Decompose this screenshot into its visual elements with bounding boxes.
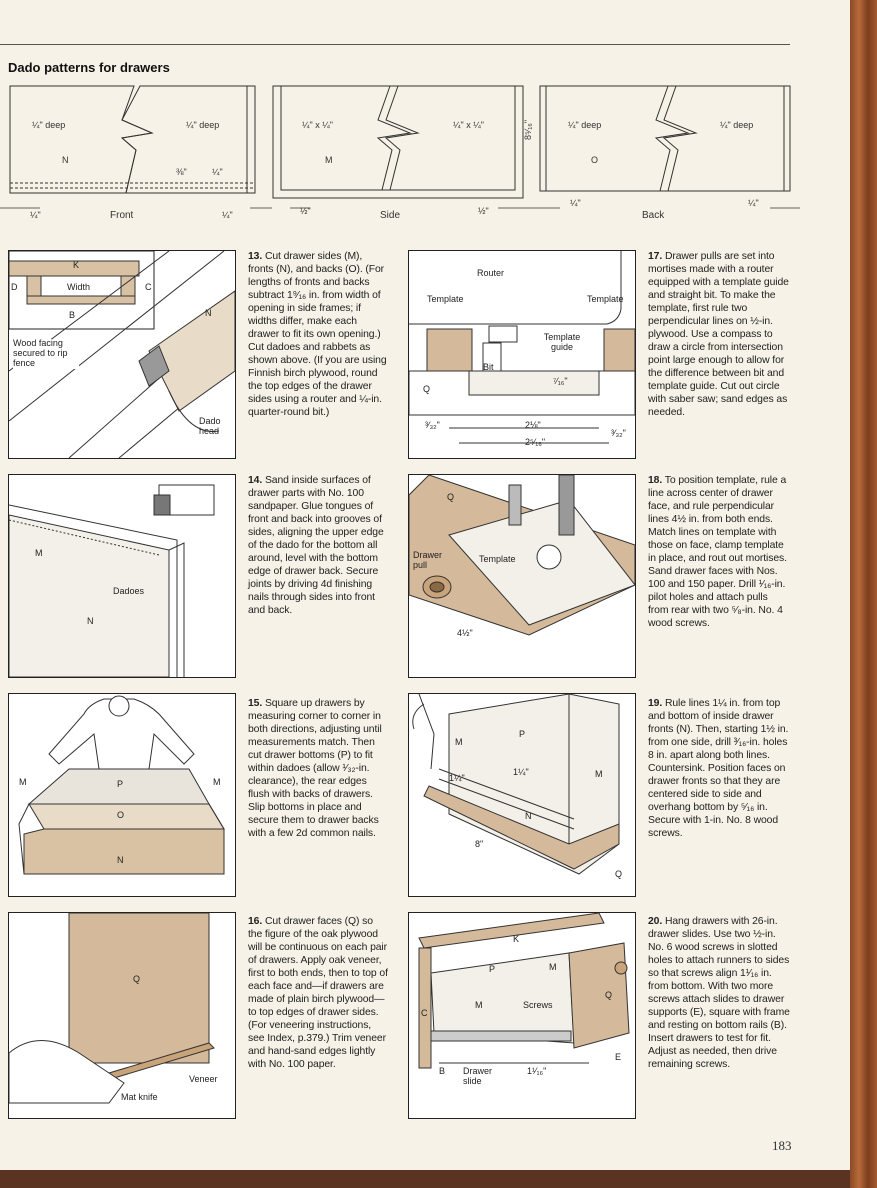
dado-patterns-diagram (0, 78, 850, 226)
front-panel-label: N (62, 155, 69, 165)
figure-14 (8, 474, 236, 678)
step-13-number: 13. (248, 251, 263, 262)
front-dim-a: ⅜" (176, 167, 187, 177)
step-20 (648, 915, 790, 1071)
step-14 (248, 474, 388, 617)
back-bottom-right: ¼" (748, 198, 759, 208)
figure-19 (408, 693, 636, 897)
fig13-dado-head: Dado head (199, 416, 221, 436)
fig19-p: P (519, 729, 526, 739)
step-15 (248, 697, 388, 840)
figure-13 (8, 250, 236, 459)
fig15-o: O (117, 810, 125, 820)
figure-16 (8, 912, 236, 1119)
fig13-wood-facing: Wood facing secured to rip fence (13, 339, 79, 369)
bottom-edge (0, 1170, 850, 1188)
figure-20 (408, 912, 636, 1119)
fig16-q: Q (133, 974, 141, 984)
fig20-p: P (489, 964, 496, 974)
front-bottom-left: ¼" (30, 210, 41, 220)
section-title: Dado patterns for drawers (8, 60, 170, 75)
fig13-width: Width (67, 282, 91, 292)
side-panel-label: M (325, 155, 333, 165)
step-16 (248, 915, 388, 1071)
front-dim-b: ¼" (212, 167, 223, 177)
fig16-mat-knife: Mat knife (121, 1092, 158, 1102)
fig14-n: N (87, 616, 94, 626)
fig15-n: N (117, 855, 124, 865)
step-18-text: To position template, rule a line across center of drawer face, and rule perpendicular lines 4½ in. from both ends. Match lines on template with those on face, clamp template in place, and rout out mortises. Sand drawer faces with Nos. 100 and 150 paper. Drill ¹⁄₁₆-in. pilot holes and attach pulls from rear with two ⁵⁄₈-in. No. 4 wood screws. (648, 475, 787, 629)
back-panel-label: O (591, 155, 599, 165)
step-16-number: 16. (248, 916, 263, 927)
fig13-b: B (69, 310, 76, 320)
fig18-template: Template (479, 554, 516, 564)
fig17-router: Router (477, 268, 505, 278)
step-19 (648, 697, 790, 840)
fig13-n: N (205, 308, 212, 318)
figure-18 (408, 474, 636, 678)
fig15-m-right: M (213, 777, 221, 787)
step-14-number: 14. (248, 475, 263, 486)
page-number: 183 (772, 1138, 792, 1153)
fig13-c: C (145, 282, 152, 292)
fig17-dim-3-32-left: ³⁄₃₂" (425, 420, 440, 430)
fig13-k: K (73, 260, 80, 270)
back-left-deep: ¼" deep (568, 120, 602, 130)
fig17-dim-7-16: ⁷⁄₁₆" (553, 376, 568, 386)
step-13-text: Cut drawer sides (M), fronts (N), and backs (O). (For lengths of fronts and backs subtract 1⁹⁄₁₆ in. from width of opening in side frames; if widths differ, make each drawer to fit its own opening.) Cut dadoes and rabbets as shown above. (If you are using Finnish birch plywood, round the top edges of the drawer sides using a router and ¼-in. quarter-round bit.) (248, 251, 387, 418)
fig20-b: B (439, 1066, 446, 1076)
step-16-text: Cut drawer faces (Q) so the figure of the oak plywood will be continuous on each pair of drawers. Apply oak veneer, first to both ends, then to top of each face and—if drawers are made of plain birch plywood—to top edges of drawer sides. (For veneering instructions, see Index, p.379.) Trim veneer and hand-sand edges lightly with No. 100 paper. (248, 916, 388, 1070)
fig15-m-left: M (19, 777, 27, 787)
side-left-dim: ¼" x ¼" (302, 120, 333, 130)
fig20-dim: 1¹⁄₁₆" (527, 1066, 547, 1076)
step-20-text: Hang drawers with 26-in. drawer slides. Use two ½-in. No. 6 wood screws in slotted holes to attach runners to sides so that screws align 1¹⁄₁₆ in. from bottom. With two more screws attach slides to drawer supports (E), square with frame and resting on bottom rails (B). Insert drawers to test for fit. Adjust as needed, then drive remaining screws. (648, 916, 790, 1070)
fig20-drawer-slide: Drawer slide (463, 1066, 493, 1086)
wood-background (850, 0, 877, 1188)
fig15-p: P (117, 779, 124, 789)
fig19-dim-c: 8" (475, 839, 484, 849)
figure-17 (408, 250, 636, 459)
fig17-bit: Bit (483, 362, 494, 372)
fig20-q: Q (605, 990, 613, 1000)
fig19-n: N (525, 811, 532, 821)
fig17-template-left: Template (427, 294, 464, 304)
step-17-number: 17. (648, 251, 663, 262)
side-caption: Side (380, 210, 401, 221)
fig17-dim-2-5-16: 2⁵⁄₁₆" (525, 437, 546, 447)
back-right-deep: ¼" deep (720, 120, 754, 130)
fig20-c: C (421, 1008, 428, 1018)
fig16-veneer: Veneer (189, 1074, 218, 1084)
fig19-dim-b: 1¼" (513, 767, 529, 777)
fig19-m-right: M (595, 769, 603, 779)
side-height-dim: 8⁵⁄₁₆" (523, 119, 533, 140)
step-19-number: 19. (648, 698, 663, 709)
front-left-deep: ¼" deep (32, 120, 66, 130)
step-15-text: Square up drawers by measuring corner to corner in both directions, adjusting until measurements match. Then cut drawer bottoms (P) to fit within dadoes (allow ¹⁄₃₂-in. clearance), the rear edges flush with backs of drawers. Slip bottoms in place and secure them to drawer backs with a few 2d common nails. (248, 698, 382, 839)
fig20-e: E (615, 1052, 622, 1062)
side-bottom-left: ½" (300, 206, 311, 216)
fig20-m: M (475, 1000, 483, 1010)
fig17-dim-3-32-right: ³⁄₃₂" (611, 428, 626, 438)
step-17 (648, 250, 790, 419)
step-13 (248, 250, 388, 419)
figure-15 (8, 693, 236, 897)
fig17-q: Q (423, 384, 431, 394)
fig14-dadoes: Dadoes (113, 586, 145, 596)
fig13-d: D (11, 282, 18, 292)
step-20-number: 20. (648, 916, 663, 927)
side-bottom-right: ½" (478, 206, 489, 216)
back-caption: Back (642, 210, 665, 221)
fig18-drawer-pull: Drawer pull (413, 550, 443, 570)
step-17-text: Drawer pulls are set into mortises made with a router equipped with a template guide and straight bit. To make the template, first rule two perpendicular lines on ½-in. plywood. Use a compass to draw a circle from intersection point large enough to allow for the difference between bit and template guide. Cut out circle with saber saw; sand edges as needed. (648, 251, 789, 418)
fig20-m-top: M (549, 962, 557, 972)
side-right-dim: ¼" x ¼" (453, 120, 484, 130)
step-14-text: Sand inside surfaces of drawer parts with No. 100 sandpaper. Glue tongues of front and back into grooves of sides, aligning the upper edge of the dado for the bottom all around, level with the bottom edge of drawer back. Secure joints by driving 4d finishing nails through sides into front and back. (248, 475, 384, 616)
fig18-dim: 4½" (457, 628, 473, 638)
fig19-q: Q (615, 869, 623, 879)
fig18-q: Q (447, 492, 455, 502)
step-19-text: Rule lines 1¼ in. from top and bottom of inside drawer fronts (N). Then, starting 1½ in. from one side, drill ³⁄₁₆-in. holes 8 in. apart along both lines. Countersink. Position faces on drawer fronts so that they are centered side to side and overhang bottom by ⁵⁄₁₆ in. Secure with 1-in. No. 8 wood screws. (648, 698, 789, 839)
fig20-k: K (513, 934, 520, 944)
fig20-screws: Screws (523, 1000, 553, 1010)
fig19-m-left: M (455, 737, 463, 747)
back-bottom-left: ¼" (570, 198, 581, 208)
step-18 (648, 474, 790, 630)
fig14-m: M (35, 548, 43, 558)
step-18-number: 18. (648, 475, 663, 486)
step-15-number: 15. (248, 698, 263, 709)
fig17-template-guide: Template guide (543, 332, 581, 352)
front-bottom-right: ¼" (222, 210, 233, 220)
fig19-dim-a: 1¼" (449, 773, 465, 783)
top-rule (0, 44, 790, 45)
fig17-template-right: Template (587, 294, 624, 304)
front-right-deep: ¼" deep (186, 120, 220, 130)
front-caption: Front (110, 210, 134, 221)
fig17-dim-2-1-8: 2⅛" (525, 420, 541, 430)
